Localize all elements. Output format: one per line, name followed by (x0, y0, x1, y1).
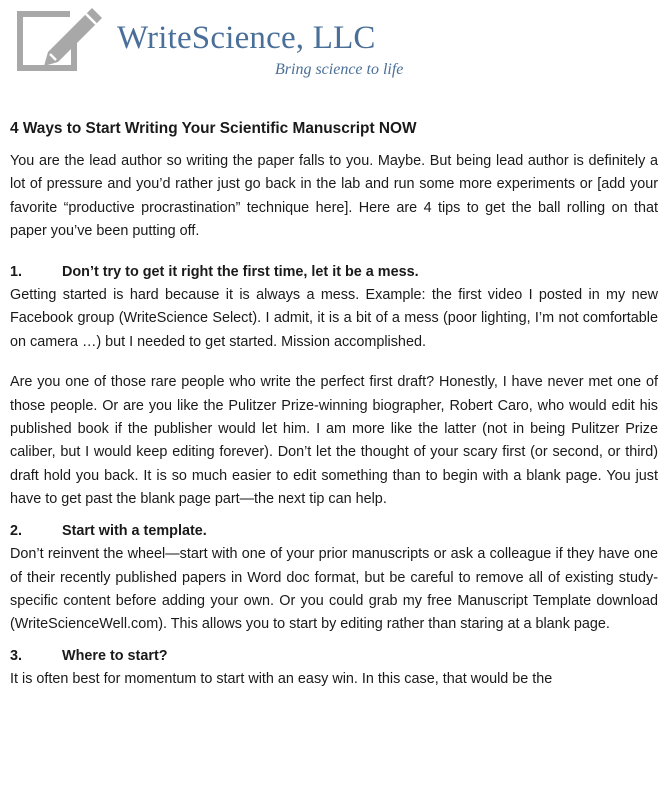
section-number: 1. (10, 263, 23, 280)
brand-tagline: Bring science to life (275, 61, 404, 78)
section-heading-text: Where to start? (62, 647, 168, 664)
section-3-paragraph-1: It is often best for momentum to start with an easy win. In this case, that would be the (10, 671, 553, 688)
intro-paragraph: You are the lead author so writing the paper falls to you. Maybe. But being lead author is definitely a lot of pressure and you’d rather just go back in the lab and run some more experiments or [add your favorite “productive procrastination” technique here]. Here are 4 tips to get the ball rolling on that paper you’ve been putting off. (10, 153, 658, 240)
section-heading-2 (10, 520, 658, 543)
section-1-paragraph-2: Are you one of those rare people who write the perfect first draft? Honestly, I have never met one of those people. Or are you like the Pulitzer Prize-winning biographer, Robert Caro, who would edit his published book if the publisher would let him. I am more like the latter (not in being Pulitzer Prize caliber, but I would keep editing forever). Don’t let the thought of your scary first (or second, or third) draft hold you back. It is so much easier to edit something than to begin with a blank page. You just have to get past the blank page part—the next tip can help. (10, 374, 658, 508)
section-number: 2. (10, 522, 23, 539)
section-number: 3. (10, 647, 23, 664)
section-1-paragraph-1: Getting started is hard because it is always a mess. Example: the first video I posted in my new Facebook group (WriteScience Select). I admit, it is a bit of a mess (poor lighting, I’m not comfortable on camera …) but I needed to get started. Mission accomplished. (10, 287, 658, 350)
section-heading-3 (10, 645, 658, 668)
article-title: 4 Ways to Start Writing Your Scientific Manuscript NOW (10, 120, 417, 137)
article-body (10, 118, 658, 692)
section-heading-text: Start with a template. (62, 522, 207, 539)
pencil-square-icon (12, 4, 104, 76)
section-2-paragraph-1: Don’t reinvent the wheel—start with one of your prior manuscripts or ask a colleague if they have one of their recently published papers in Word doc format, but be careful to remove all of existing study-specific content before adding your own. Or you could grab my free Manuscript Template download (WriteScienceWell.com). This allows you to start by editing rather than staring at a blank page. (10, 546, 658, 633)
section-heading-1 (10, 261, 658, 284)
section-heading-text: Don’t try to get it right the first time, let it be a mess. (62, 263, 419, 280)
brand-name: WriteScience, LLC (117, 20, 376, 56)
